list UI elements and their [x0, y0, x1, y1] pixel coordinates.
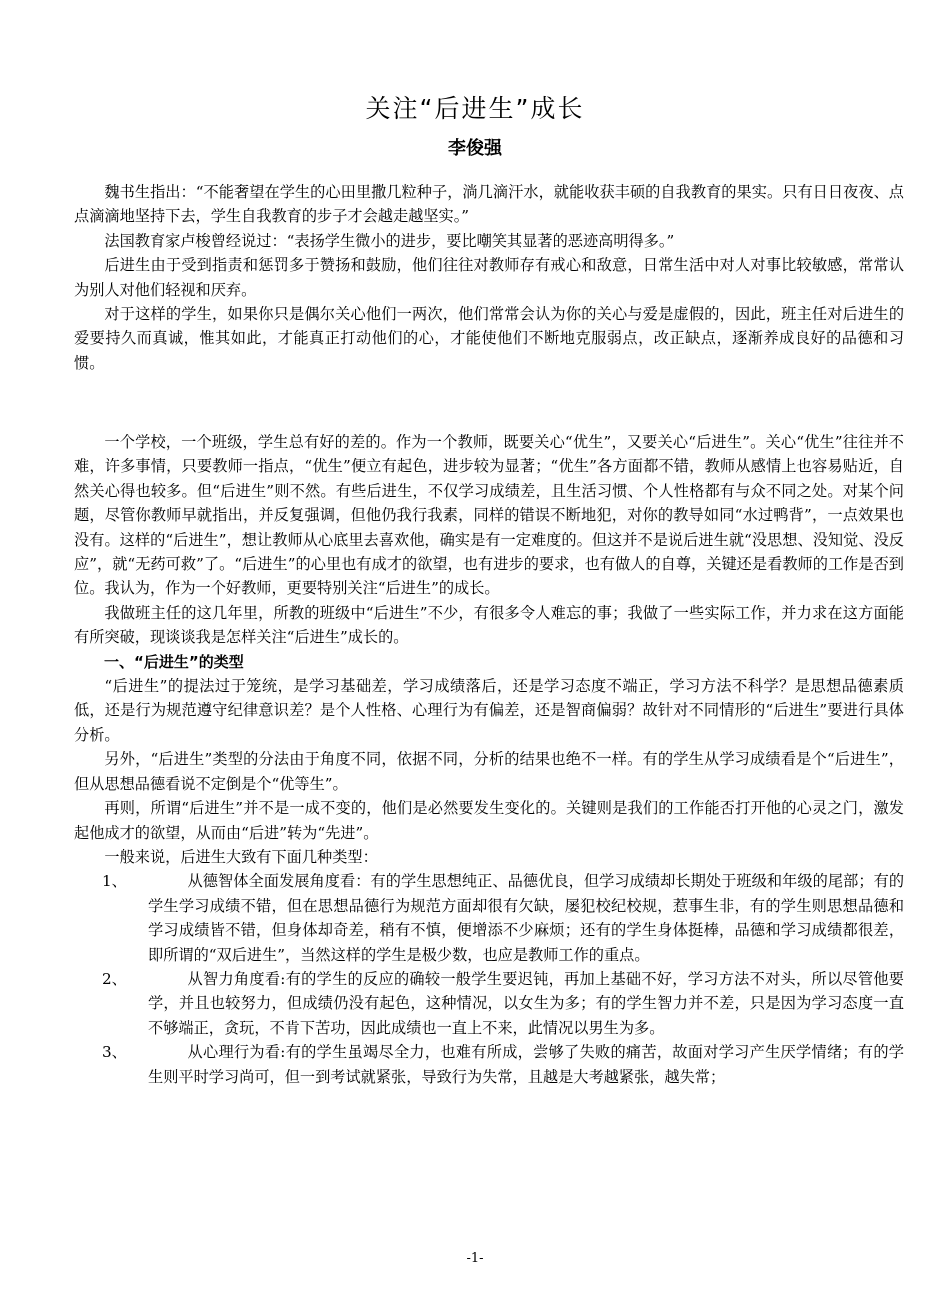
section-paragraph: 再则，所谓“后进生”并不是一成不变的，他们是必然要发生变化的。关键则是我们的工作能否打开他的心灵之门，激发起他成才的欲望，从而由“后进”转为“先进”。 [74, 799, 904, 842]
list-item-number: 3、 [102, 1043, 127, 1062]
list-item-number: 2、 [102, 969, 127, 988]
list-item-text: 从智力角度看:有的学生的反应的确较一般学生要迟钝，再加上基础不好，学习方法不对头，所以尽管他要学，并且也较努力，但成绩仍没有起色，这种情况，以女生为多；有的学生智力并不差，只是因为学习态度一直不够端正，贪玩，不肯下苦功，因此成绩也一直上不来，此情况以男生为多。 [148, 969, 904, 1037]
quotes-block [74, 180, 904, 375]
section-paragraph: “后进生”的提法过于笼统，是学习基础差，学习成绩落后，还是学习态度不端正，学习方法不科学？是思想品德素质低，还是行为规范遵守纪律意识差？是个人性格、心理行为有偏差，还是智商偏弱？故针对不同情形的“后进生”要进行具体分析。 [74, 677, 904, 744]
list-item-text: 从心理行为看:有的学生虽竭尽全力，也难有所成，尝够了失败的痛苦，故面对学习产生厌学情绪；有的学生则平时学习尚可，但一到考试就紧张，导致行为失常，且越是大考越紧张，越失常； [148, 1043, 904, 1086]
quote-paragraph: 对于这样的学生，如果你只是偶尔关心他们一两次，他们常常会认为你的关心与爱是虚假的，因此，班主任对后进生的爱要持久而真诚，惟其如此，才能真正打动他们的心，才能使他们不断地克服弱点，改正缺点，逐渐养成良好的品德和习惯。 [74, 305, 904, 372]
quote-paragraph: 后进生由于受到指责和惩罚多于赞扬和鼓励，他们往往对教师存有戒心和敌意，日常生活中对人对事比较敏感，常常认为别人对他们轻视和厌弃。 [74, 256, 904, 299]
page-number: -1- [466, 1251, 484, 1266]
main-text [74, 430, 904, 1089]
section-paragraph: 另外，“后进生”类型的分法由于角度不同，依据不同，分析的结果也绝不一样。有的学生从学习成绩看是个“后进生”，但从思想品德看说不定倒是个“优等生”。 [74, 750, 904, 793]
list-item-number: 1、 [102, 872, 127, 891]
intro-paragraph: 我做班主任的这几年里，所教的班级中“后进生”不少，有很多令人难忘的事；我做了一些实际工作，并力求在这方面能有所突破，现谈谈我是怎样关注“后进生”成长的。 [74, 603, 904, 647]
list-item-text: 从德智体全面发展角度看：有的学生思想纯正、品德优良，但学习成绩却长期处于班级和年级的尾部；有的学生学习成绩不错，但在思想品德行为规范方面却很有欠缺，屡犯校纪校规，惹事生非，有的学生则思想品德和学习成绩皆不错，但身体却奇差，稍有不慎，便增添不少麻烦；还有的学生身体挺棒，品德和学习成绩都很差，即所谓的“双后进生”，当然这样的学生是极少数，也应是教师工作的重点。 [148, 872, 904, 964]
document-title: 关注“后进生”成长 [365, 94, 585, 123]
list-item [74, 869, 904, 967]
intro-paragraph: 一个学校，一个班级，学生总有好的差的。作为一个教师，既要关心“优生”，又要关心“后进生”。关心“优生”往往并不难，许多事情，只要教师一指点，“优生”便立有起色，进步较为显著；“优生”各方面都不错，教师从感情上也容易贴近，自然关心得也较多。但“后进生”则不然。有些后进生，不仅学习成绩差，且生活习惯、个人性格都有与众不同之处。对某个问题，尽管你教师早就指出，并反复强调，但他仍我行我素，同样的错误不断地犯，对你的教导如同“水过鸭背”，一点效果也没有。这样的“后进生”，想让教师从心底里去喜欢他，确实是有一定难度的。但这并不是说后进生就“没思想、没知觉、没反应”，就“无药可救”了。“后进生”的心里也有成才的欲望，也有进步的要求，也有做人的自尊，关键还是看教师的工作是否到位。我认为，作为一个好教师，更要特别关注“后进生”的成长。 [74, 433, 904, 598]
list-item [74, 1040, 904, 1089]
author-name: 李俊强 [448, 138, 502, 159]
section-paragraph: 一般来说，后进生大致有下面几种类型： [104, 847, 378, 866]
list-item [74, 967, 904, 1040]
quote-paragraph: 法国教育家卢梭曾经说过：“表扬学生微小的进步，要比嘲笑其显著的恶迹高明得多。” [104, 231, 675, 250]
quote-paragraph: 魏书生指出：“不能奢望在学生的心田里撒几粒种子，淌几滴汗水，就能收获丰硕的自我教育的果实。只有日日夜夜、点点滴滴地坚持下去，学生自我教育的步子才会越走越坚实。” [74, 183, 904, 226]
section-heading: 一、“后进生”的类型 [104, 652, 244, 671]
